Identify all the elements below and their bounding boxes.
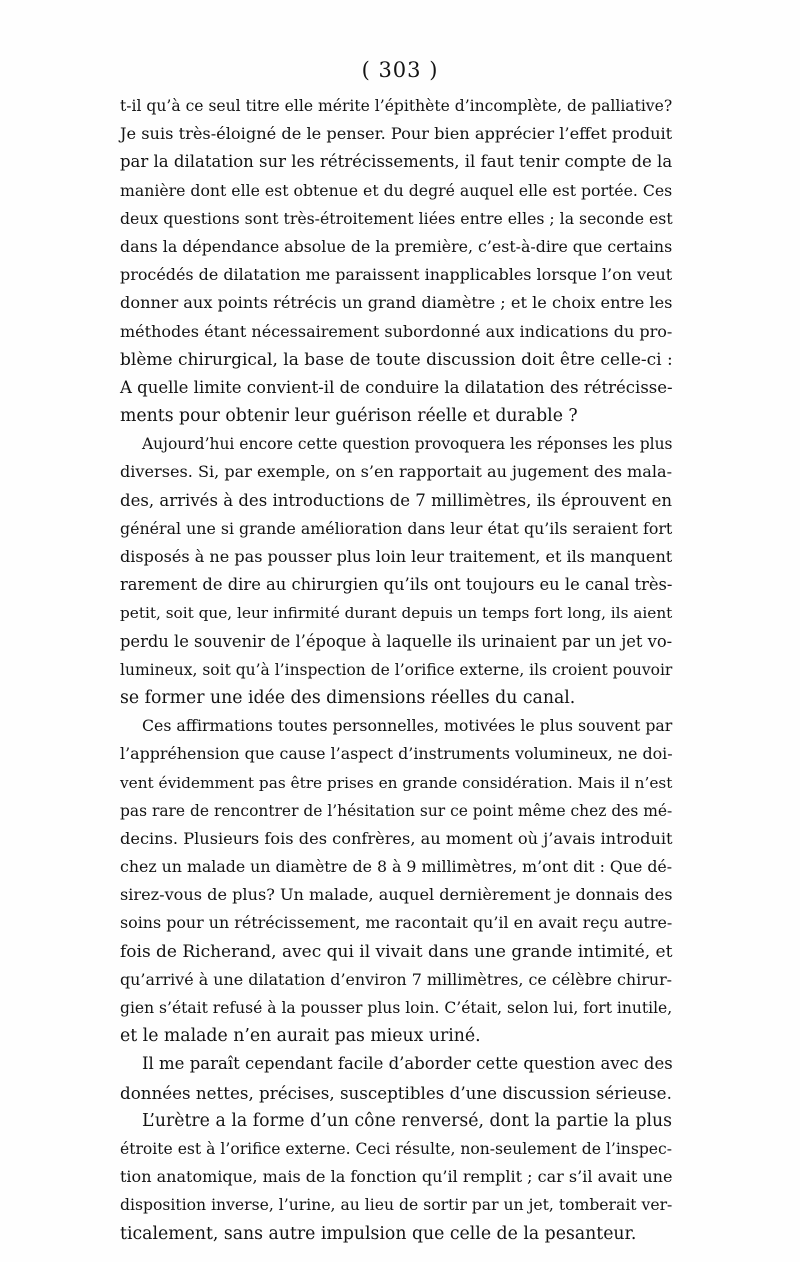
text-line: disposés à ne pas pousser plus loin leur traitement, et ils manquent [120,547,673,566]
page-number: ( 303 ) [361,58,439,82]
text-line: rarement de dire au chirurgien qu’ils ont toujours eu le canal très- [120,575,673,595]
text-line: méthodes étant nécessairement subordonné aux indications du pro- [120,321,673,341]
text-line: pas rare de rencontrer de l’hésitation sur ce point même chez des mé- [120,801,673,820]
paragraph [120,92,672,430]
body-text [120,92,672,1248]
text-line: perdu le souvenir de l’époque à laquelle ils urinaient par un jet vo- [120,631,673,651]
text-line: Ces affirmations toutes personnelles, motivées le plus souvent par [142,716,673,736]
text-line: deux questions sont très-étroitement liées entre elles ; la seconde est [120,208,673,228]
text-line: decins. Plusieurs fois des confrères, au moment où j’avais introduit [120,828,673,848]
text-line: petit, soit que, leur infirmité durant depuis un temps fort long, ils aient [120,604,673,623]
text-line: général une si grande amélioration dans leur état qu’ils seraient fort [120,518,673,538]
text-line: ticalement, sans autre impulsion que celle de la pesanteur. [120,1223,637,1244]
text-line: se former une idée des dimensions réelles du canal. [120,687,576,708]
paragraph [120,430,672,712]
text-line: donner aux points rétrécis un grand diamètre ; et le choix entre les [120,293,673,313]
text-line: procédés de dilatation me paraissent inapplicables lorsque l’on veut [120,265,673,285]
text-line: vent évidemment pas être prises en grande considération. Mais il n’est [120,773,673,792]
text-line: diverses. Si, par exemple, on s’en rapportait au jugement des mala- [120,462,673,482]
text-line: et le malade n’en aurait pas mieux uriné. [120,1026,481,1047]
text-line: L’urètre a la forme d’un cône renversé, dont la partie la plus [142,1110,672,1131]
text-line: fois de Richerand, avec qui il vivait dans une grande intimité, et [120,941,673,962]
text-line: disposition inverse, l’urine, au lieu de sortir par un jet, tomberait ver- [120,1196,673,1215]
text-line: étroite est à l’orifice externe. Ceci résulte, non-seulement de l’inspec- [120,1139,673,1158]
paragraph [120,1107,672,1248]
text-line: l’appréhension que cause l’aspect d’instruments volumineux, ne doi- [120,744,673,764]
text-line: chez un malade un diamètre de 8 à 9 millimètres, m’ont dit : Que dé- [120,857,673,877]
text-line: Je suis très-éloigné de le penser. Pour bien apprécier l’effet produit [120,124,673,144]
text-line: t-il qu’à ce seul titre elle mérite l’épithète d’incomplète, de palliative? [120,97,673,115]
paragraph [120,712,672,1050]
text-line: blème chirurgical, la base de toute discussion doit être celle-ci : [120,349,673,370]
text-line: tion anatomique, mais de la fonction qu’il remplit ; car s’il avait une [120,1167,673,1187]
text-line: des, arrivés à des introductions de 7 millimètres, ils éprouvent en [120,490,672,510]
text-line: soins pour un rétrécissement, me racontait qu’il en avait reçu autre- [120,913,673,933]
text-line: Aujourd’hui encore cette question provoquera les réponses les plus [142,435,673,454]
text-line: données nettes, précises, susceptibles d’une discussion sérieuse. [120,1082,672,1103]
text-line: dans la dépendance absolue de la première, c’est-à-dire que certains [120,236,673,256]
text-line: ments pour obtenir leur guérison réelle et durable ? [120,406,578,427]
paragraph [120,1050,672,1106]
text-line: Il me paraît cependant facile d’aborder cette question avec des [142,1054,673,1074]
text-line: par la dilatation sur les rétrécissements, il faut tenir compte de la [120,152,673,172]
text-line: gien s’était refusé à la pousser plus loin. C’était, selon lui, fort inutile, [120,999,673,1017]
text-line: sirez-vous de plus? Un malade, auquel dernièrement je donnais des [120,885,673,905]
text-line: A quelle limite convient-il de conduire la dilatation des rétrécisse- [120,377,673,397]
text-line: lumineux, soit qu’à l’inspection de l’orifice externe, ils croient pouvoir [120,660,673,679]
text-line: qu’arrivé à une dilatation d’environ 7 millimètres, ce célèbre chirur- [120,969,673,989]
text-line: manière dont elle est obtenue et du degré auquel elle est portée. Ces [120,180,673,200]
